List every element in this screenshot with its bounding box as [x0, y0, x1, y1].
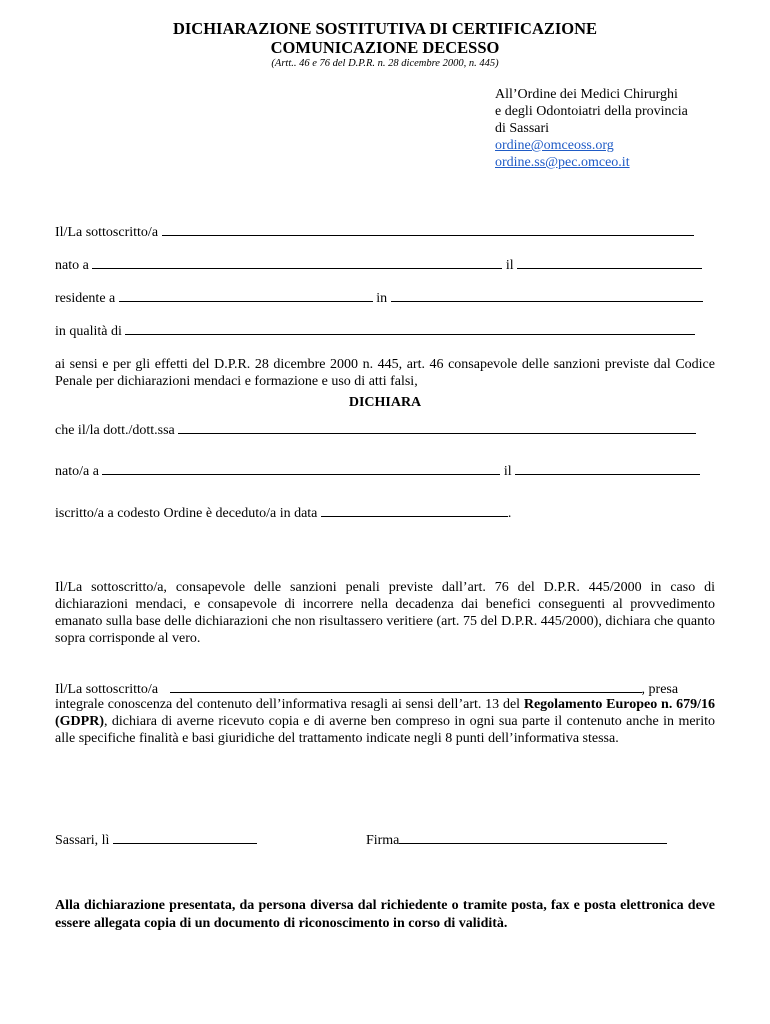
recipient-line3: di Sassari: [495, 121, 550, 136]
data-decesso-input[interactable]: [321, 503, 508, 517]
dott-label: che il/la dott./dott.ssa: [55, 423, 175, 438]
defunto-data-nascita-input[interactable]: [515, 461, 700, 475]
recipient-email-link[interactable]: ordine@omceoss.org: [495, 138, 614, 153]
place-date-input[interactable]: [113, 830, 257, 844]
document-title-line2: COMUNICAZIONE DECESSO: [270, 38, 500, 57]
residenza-citta-input[interactable]: [119, 288, 373, 302]
field-row-qualita: [55, 321, 715, 341]
in-label: in: [376, 291, 388, 306]
privacy-presa: , presa: [641, 682, 679, 697]
recipient-address: [495, 86, 688, 171]
residenza-indirizzo-input[interactable]: [391, 288, 703, 302]
data-nascita-input[interactable]: [517, 255, 702, 269]
sottoscritto-label: Il/La sottoscritto/a: [55, 225, 159, 240]
field-row-residenza: [55, 288, 715, 308]
privacy-gdpr-bold: Regolamento Europeo n. 679/16 (GDPR): [55, 697, 715, 729]
defunto-il-label: il: [503, 464, 512, 479]
defunto-nome-input[interactable]: [178, 420, 696, 434]
recipient-line1: All’Ordine dei Medici Chirurghi: [495, 87, 678, 102]
privacy-text-after: , dichiara di averne ricevuto copia e di averne ben compreso in ogni sua parte il contenuto anche in merito alle specifiche finalità e basi giuridiche del trattamento indicate negli 8 punti dell’informativa stessa.: [55, 714, 715, 746]
firma-input[interactable]: [399, 830, 667, 844]
privacy-nome-input[interactable]: [170, 679, 642, 693]
document-subtitle: (Artt.. 46 e 76 del D.P.R. n. 28 dicembre 2000, n. 445): [271, 58, 499, 69]
intro-paragraph: ai sensi e per gli effetti del D.P.R. 28 dicembre 2000 n. 445, art. 46 consapevole delle sanzioni previste dal Codice Penale per dichiarazioni mendaci e formazione e uso di atti falsi,: [55, 357, 715, 389]
recipient-line2: e degli Odontoiatri della provincia: [495, 104, 688, 119]
sottoscritto-input[interactable]: [162, 222, 694, 236]
decesso-period: .: [507, 506, 512, 521]
qualita-label: in qualità di: [55, 324, 122, 339]
defunto-luogo-nascita-input[interactable]: [102, 461, 500, 475]
field-row-sottoscritto: [55, 222, 715, 242]
document-title-line1: DICHIARAZIONE SOSTITUTIVA DI CERTIFICAZIONE: [172, 19, 598, 38]
declaration-paragraph: Il/La sottoscritto/a, consapevole delle sanzioni penali previste dall’art. 76 del D.P.R. 445/2000 in caso di dichiarazioni mendaci, e consapevole di incorrere nella decadenza dai benefici conseguenti al provvedimento emanato sulla base delle dichiarazioni che non risultassero veritiere (art. 75 del D.P.R. 445/2000), dichiara che quanto sopra corrisponde al vero.: [55, 580, 715, 646]
footer-note: Alla dichiarazione presentata, da persona diversa dal richiedente o tramite posta, fax e posta elettronica deve essere allegata copia di un documento di riconoscimento in corso di validità.: [55, 898, 715, 931]
recipient-pec-link[interactable]: ordine.ss@pec.omceo.it: [495, 155, 630, 170]
privacy-text-before: integrale conoscenza del contenuto dell’informativa resagli ai sensi dell’art. 13 del: [55, 697, 524, 712]
luogo-nascita-input[interactable]: [92, 255, 502, 269]
dichiara-heading: DICHIARA: [348, 395, 422, 410]
il-label: il: [505, 258, 514, 273]
signature-row: [55, 830, 715, 850]
field-row-decesso: [55, 503, 715, 523]
place-date-label: Sassari, lì: [55, 833, 110, 848]
residente-label: residente a: [55, 291, 116, 306]
qualita-input[interactable]: [125, 321, 695, 335]
nato-label: nato a: [55, 258, 89, 273]
defunto-nato-label: nato/a a: [55, 464, 99, 479]
firma-label: Firma: [365, 833, 400, 848]
privacy-label: Il/La sottoscritto/a: [55, 682, 159, 697]
field-row-defunto-nascita: [55, 461, 715, 481]
field-row-defunto: [55, 420, 715, 440]
iscritto-label: iscritto/a a codesto Ordine è deceduto/a in data: [55, 506, 318, 521]
field-row-nascita: [55, 255, 715, 275]
privacy-paragraph: [55, 696, 715, 747]
